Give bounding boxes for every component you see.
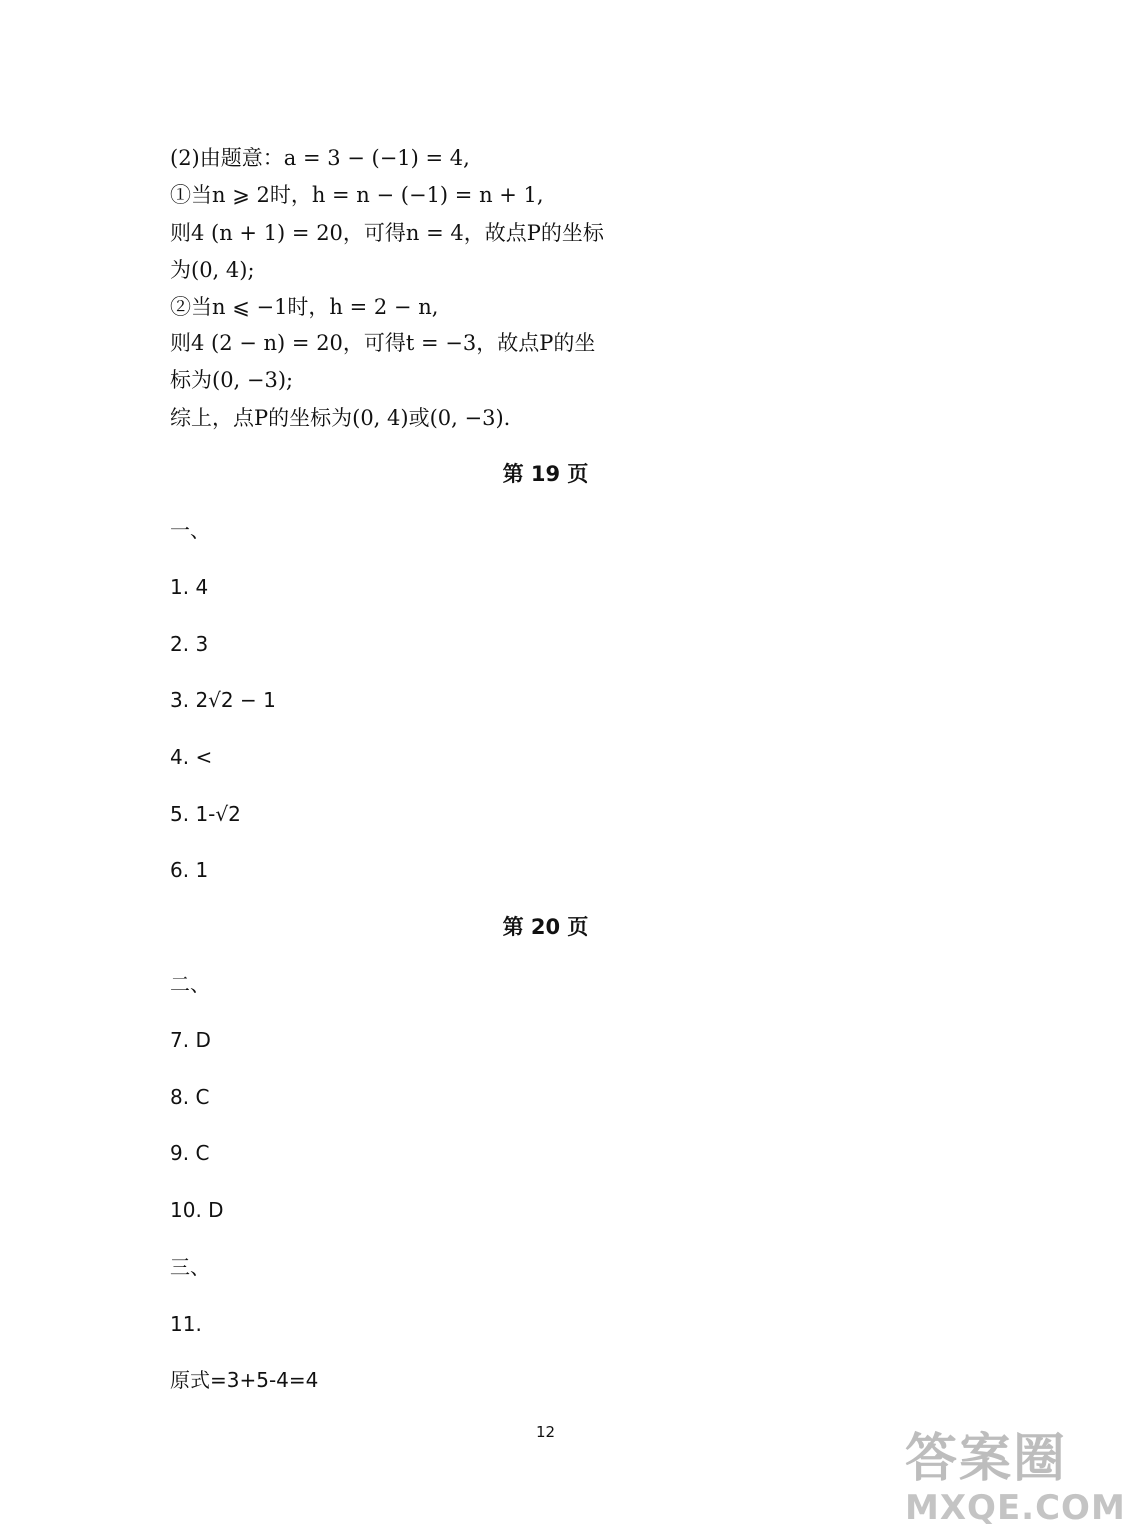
section-three-label: 三、 <box>170 1255 210 1279</box>
section-one-label: 一、 <box>170 518 210 542</box>
section-two-label: 二、 <box>170 972 210 996</box>
answer-5: 5. 1-√2 <box>170 802 241 826</box>
solution-line-6: 则4 (2 − n) = 20，可得t = −3，故点P的坐 <box>170 331 596 355</box>
answer-4: 4. < <box>170 745 213 769</box>
page-number: 12 <box>535 1423 556 1441</box>
question-11-label: 11. <box>170 1312 202 1336</box>
page-20-heading: 第 20 页 <box>502 915 589 939</box>
solution-line-1: (2)由题意：a = 3 − (−1) = 4, <box>170 146 470 170</box>
answer-10: 10. D <box>170 1198 224 1222</box>
solution-line-7: 标为(0, −3); <box>170 368 294 392</box>
watermark-logo <box>905 1416 1126 1528</box>
question-11-work: 原式=3+5-4=4 <box>170 1368 319 1392</box>
answer-8: 8. C <box>170 1085 210 1109</box>
solution-line-8: 综上，点P的坐标为(0, 4)或(0, −3). <box>170 406 511 430</box>
answer-3: 3. 2√2 − 1 <box>170 688 276 712</box>
solution-line-3: 则4 (n + 1) = 20，可得n = 4，故点P的坐标 <box>170 221 604 245</box>
answer-9: 9. C <box>170 1141 210 1165</box>
solution-line-4: 为(0, 4); <box>170 258 255 282</box>
answer-2: 2. 3 <box>170 632 209 656</box>
answer-1: 1. 4 <box>170 575 209 599</box>
solution-line-2: ①当n ⩾ 2时，h = n − (−1) = n + 1, <box>170 183 544 207</box>
solution-line-5: ②当n ⩽ −1时，h = 2 − n, <box>170 295 439 319</box>
page-19-heading: 第 19 页 <box>502 462 589 486</box>
watermark-top-text: 答案圈 <box>905 1429 1068 1489</box>
answer-7: 7. D <box>170 1028 211 1052</box>
watermark-bottom-text: MXQE.COM <box>905 1488 1126 1528</box>
answer-6: 6. 1 <box>170 858 209 882</box>
